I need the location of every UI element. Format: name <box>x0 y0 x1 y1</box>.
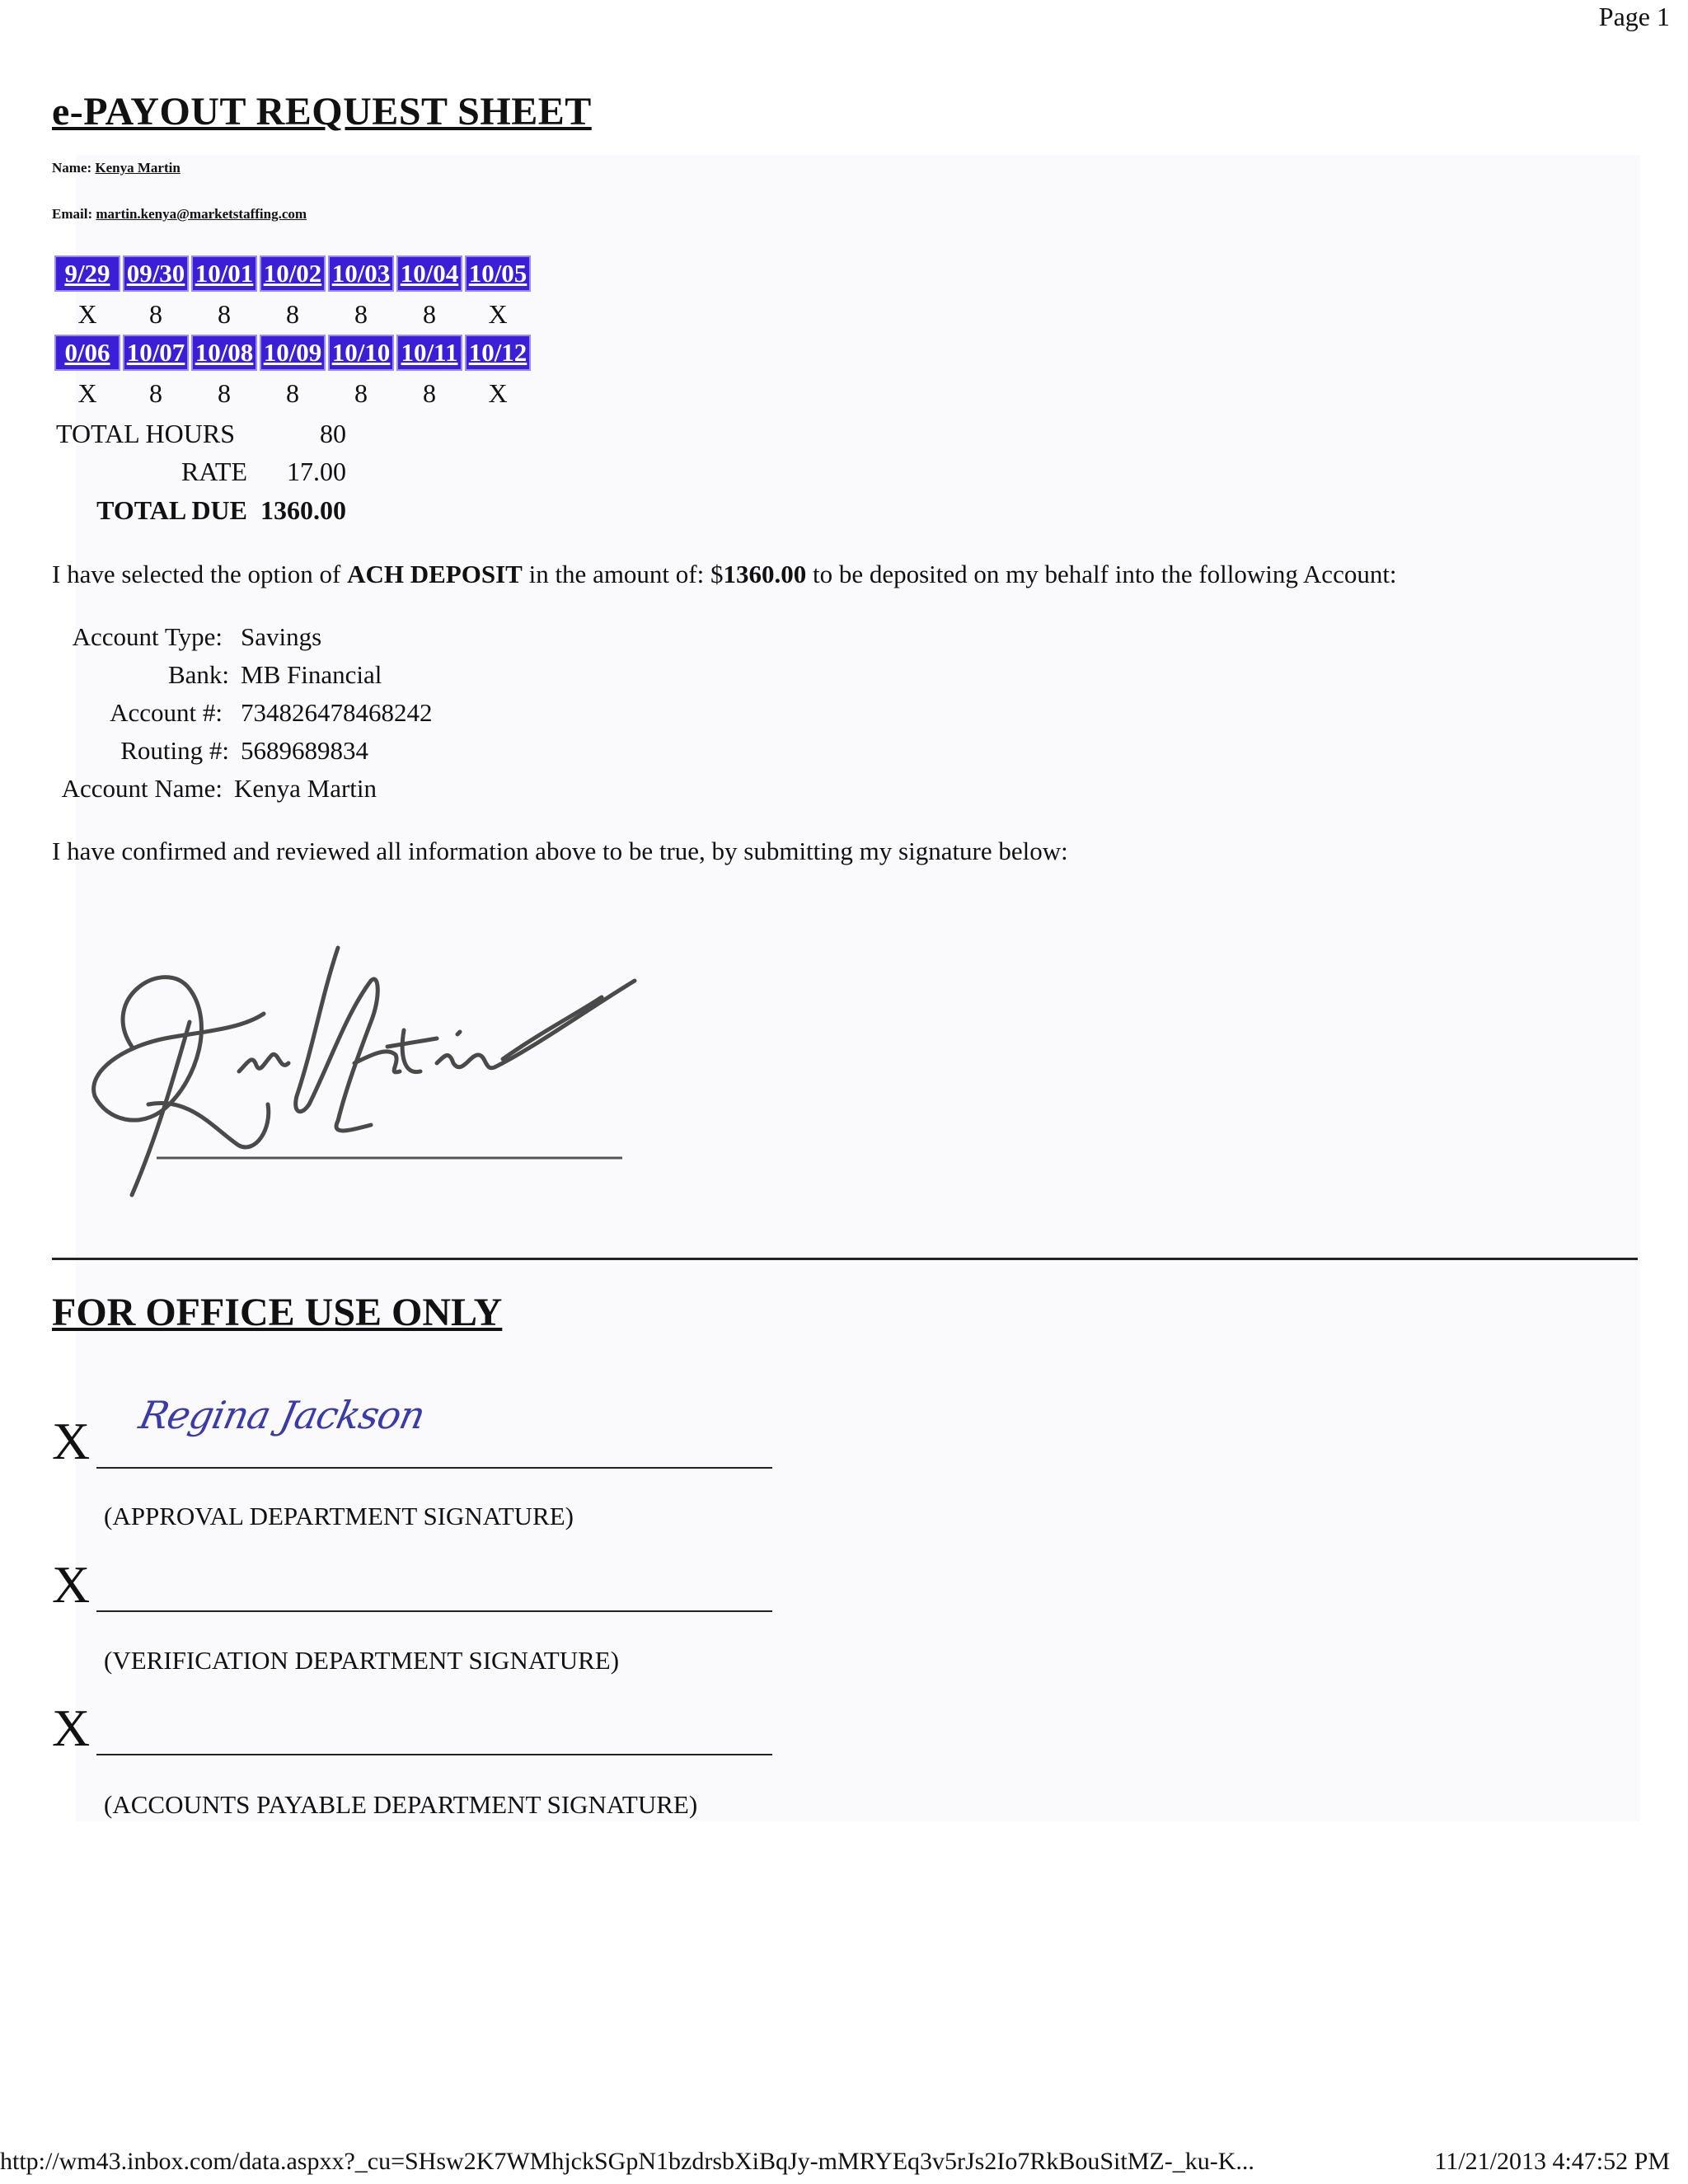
deposit-text-3: to be deposited on my behalf into the following Account: <box>806 560 1397 588</box>
hours-cell: 8 <box>423 298 436 329</box>
confirmation-statement: I have confirmed and reviewed all information above to be true, by submitting my signature below: <box>52 837 1068 865</box>
hours-cell: X <box>77 298 97 329</box>
email-value: martin.kenya@marketstaffing.com <box>96 206 307 222</box>
payable-x-mark: X <box>52 1699 91 1757</box>
account-name-value: Kenya Martin <box>234 774 377 803</box>
date-cell[interactable]: 10/01 <box>191 255 257 292</box>
routing-label: Routing #: <box>120 736 229 765</box>
hours-cell: 8 <box>149 298 162 329</box>
date-cell[interactable]: 10/09 <box>260 335 326 371</box>
routing-value: 5689689834 <box>241 736 368 765</box>
applicant-signature <box>74 931 668 1212</box>
date-cell[interactable]: 10/11 <box>396 335 462 371</box>
week1-hours <box>52 293 533 335</box>
verification-signature-line[interactable] <box>96 1610 772 1612</box>
date-cell[interactable]: 10/05 <box>465 255 531 292</box>
date-cell[interactable]: 10/08 <box>191 335 257 371</box>
week1-dates <box>52 253 533 294</box>
approval-label: (APPROVAL DEPARTMENT SIGNATURE) <box>104 1502 574 1530</box>
verification-x-mark: X <box>52 1555 91 1614</box>
deposit-statement <box>52 560 1397 589</box>
date-cell[interactable]: 09/30 <box>123 255 189 292</box>
rate-value: 17.00 <box>287 457 346 486</box>
account-number-label: Account #: <box>110 698 223 727</box>
email-label: Email: <box>52 206 93 222</box>
footer-timestamp: 11/21/2013 4:47:52 PM <box>1434 2148 1670 2175</box>
payable-label: (ACCOUNTS PAYABLE DEPARTMENT SIGNATURE) <box>104 1790 698 1819</box>
bank-label: Bank: <box>167 660 229 689</box>
email-row <box>52 206 307 223</box>
deposit-amount: 1360.00 <box>723 560 807 588</box>
account-type-value: Savings <box>241 622 322 651</box>
hours-cell: X <box>488 377 508 408</box>
date-cell[interactable]: 10/03 <box>328 255 394 292</box>
total-due-value: 1360.00 <box>260 495 346 525</box>
payable-signature-line[interactable] <box>96 1754 772 1755</box>
bank-value: MB Financial <box>241 660 382 689</box>
name-label: Name: <box>52 160 92 176</box>
rate-label: RATE <box>181 457 247 486</box>
hours-cell: 8 <box>354 377 368 408</box>
page-number: Page 1 <box>1598 2 1670 31</box>
verification-label: (VERIFICATION DEPARTMENT SIGNATURE) <box>104 1646 620 1675</box>
total-due-label: TOTAL DUE <box>96 495 247 525</box>
hours-cell: 8 <box>423 377 436 408</box>
week2-hours <box>52 373 533 414</box>
approval-x-mark: X <box>52 1412 91 1470</box>
hours-cell: 8 <box>354 298 368 329</box>
approval-signature: Regina Jackson <box>135 1393 429 1437</box>
date-cell[interactable]: 9/29 <box>54 255 120 292</box>
date-cell[interactable]: 10/04 <box>396 255 462 292</box>
hours-cell: 8 <box>218 298 231 329</box>
date-cell[interactable]: 10/02 <box>260 255 326 292</box>
hours-cell: X <box>488 298 508 329</box>
date-cell[interactable]: 10/07 <box>123 335 189 371</box>
week2-dates <box>52 332 533 373</box>
date-cell[interactable]: 0/06 <box>54 335 120 371</box>
deposit-text-2: in the amount of: $ <box>522 560 724 588</box>
date-cell[interactable]: 10/10 <box>328 335 394 371</box>
name-row <box>52 160 181 176</box>
date-cell[interactable]: 10/12 <box>465 335 531 371</box>
account-type-label: Account Type: <box>72 622 223 651</box>
approval-signature-line[interactable] <box>96 1467 772 1469</box>
deposit-text-1: I have selected the option of <box>52 560 348 588</box>
hours-cell: X <box>77 377 97 408</box>
hours-cell: 8 <box>149 377 162 408</box>
hours-cell: 8 <box>286 377 299 408</box>
hours-cell: 8 <box>218 377 231 408</box>
page-title: e-PAYOUT REQUEST SHEET <box>52 90 592 134</box>
account-number-value: 734826478468242 <box>241 698 433 727</box>
account-name-label: Account Name: <box>61 774 223 803</box>
name-value: Kenya Martin <box>95 160 181 176</box>
hours-cell: 8 <box>286 298 299 329</box>
deposit-method: ACH DEPOSIT <box>347 560 523 588</box>
section-divider <box>52 1258 1638 1260</box>
footer-url[interactable]: http://wm43.inbox.com/data.aspxx?_cu=SHsw2K7WMhjckSGpN1bzdrsbXiBqJy-mMRYEq3v5rJs2Io7RkBouSitMZ-_ku-K... <box>0 2148 1254 2175</box>
office-heading: FOR OFFICE USE ONLY <box>52 1291 503 1334</box>
total-hours-value: 80 <box>320 419 346 448</box>
total-hours-label: TOTAL HOURS <box>56 419 235 448</box>
